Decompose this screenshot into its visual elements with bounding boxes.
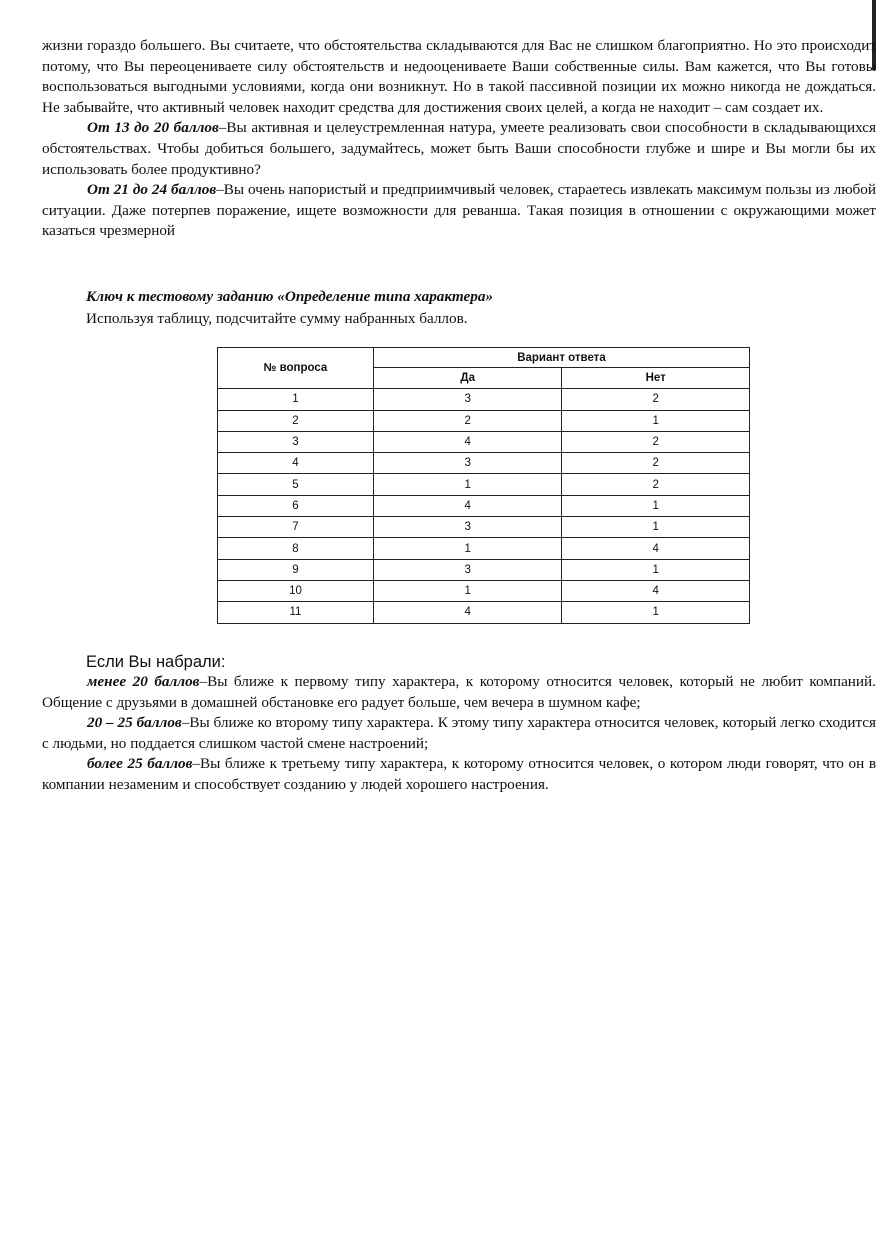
yes-score-cell: 1 xyxy=(373,580,562,601)
result-description: –Вы ближе ко второму типу характера. К этому типу характера относится человек, который легко сходится с людьми, но поддается слишком частой смене настроений; xyxy=(42,714,876,752)
result-more-25 xyxy=(42,754,876,795)
no-score-cell: 1 xyxy=(562,517,750,538)
table-row xyxy=(218,538,750,559)
yes-score-cell: 4 xyxy=(373,495,562,516)
no-score-cell: 2 xyxy=(562,389,750,410)
key-instruction: Используя таблицу, подсчитайте сумму набранных баллов. xyxy=(86,310,468,327)
yes-score-cell: 4 xyxy=(373,431,562,452)
no-score-cell: 2 xyxy=(562,431,750,452)
table-row xyxy=(218,389,750,410)
column-header-answer: Вариант ответа xyxy=(373,348,749,368)
result-label: более 25 баллов xyxy=(87,755,193,773)
question-number-cell: 10 xyxy=(218,580,374,601)
question-number-cell: 4 xyxy=(218,453,374,474)
column-header-yes: Да xyxy=(373,368,562,389)
yes-score-cell: 1 xyxy=(373,474,562,495)
no-score-cell: 4 xyxy=(562,538,750,559)
score-description: –Вы очень напористый и предприимчивый человек, стараетесь извлекать максимум пользы из любой ситуации. Даже потерпев поражение, ищете возможности для реванша. Такая позиция в отношении с окружающими может казаться чрезмерной xyxy=(42,181,876,240)
question-number-cell: 1 xyxy=(218,389,374,410)
table-row xyxy=(218,602,750,623)
column-header-no: Нет xyxy=(562,368,750,389)
no-score-cell: 4 xyxy=(562,580,750,601)
column-header-question: № вопроса xyxy=(218,348,374,389)
intro-paragraph: жизни гораздо большего. Вы считаете, что обстоятельства складываются для Вас не слишком благоприятно. Но это происходит потому, что Вы переоцениваете силу обстоятельств и недооцениваете Ваши собственные силы. Вам кажется, что Вы готовы воспользоваться выгодными условиями, когда они возникнут. Но в такой пассивной позиции их можно никогда не дождаться. Не забывайте, что активный человек находит средства для достижения своих целей, а когда не находит – сам создает их. xyxy=(42,37,876,116)
score-label: От 13 до 20 баллов xyxy=(87,119,219,137)
no-score-cell: 1 xyxy=(562,495,750,516)
yes-score-cell: 3 xyxy=(373,559,562,580)
table-row xyxy=(218,559,750,580)
yes-score-cell: 3 xyxy=(373,453,562,474)
table-row xyxy=(218,517,750,538)
yes-score-cell: 1 xyxy=(373,538,562,559)
score-key-table xyxy=(217,347,750,624)
yes-score-cell: 3 xyxy=(373,517,562,538)
intro-section xyxy=(42,36,876,242)
result-less-20 xyxy=(42,672,876,713)
table-row xyxy=(218,495,750,516)
result-20-25 xyxy=(42,713,876,754)
score-description: –Вы активная и целеустремленная натура, умеете реализовать свои способности в складывающихся обстоятельствах. Чтобы добиться большего, задумайтесь, может быть Ваши способности глубже и шире и Вы могли бы их использовать более продуктивно? xyxy=(42,119,876,178)
table-row xyxy=(218,431,750,452)
result-label: 20 – 25 баллов xyxy=(87,714,182,732)
result-label: менее 20 баллов xyxy=(87,673,200,690)
no-score-cell: 1 xyxy=(562,410,750,431)
table-row xyxy=(218,410,750,431)
result-description: –Вы ближе к третьему типу характера, к которому относится человек, о котором люди говорят, что он в компании незаменим и способствует созданию у людей хорошего настроения. xyxy=(42,755,876,793)
no-score-cell: 1 xyxy=(562,559,750,580)
yes-score-cell: 2 xyxy=(373,410,562,431)
table-row xyxy=(218,580,750,601)
question-number-cell: 5 xyxy=(218,474,374,495)
yes-score-cell: 4 xyxy=(373,602,562,623)
no-score-cell: 2 xyxy=(562,453,750,474)
key-heading: Ключ к тестовому заданию «Определение типа характера» xyxy=(86,288,494,305)
results-section xyxy=(42,672,876,796)
table-row xyxy=(218,474,750,495)
score-range-13-20 xyxy=(42,118,876,180)
score-range-21-24 xyxy=(42,180,876,242)
question-number-cell: 6 xyxy=(218,495,374,516)
question-number-cell: 11 xyxy=(218,602,374,623)
question-number-cell: 8 xyxy=(218,538,374,559)
no-score-cell: 2 xyxy=(562,474,750,495)
question-number-cell: 3 xyxy=(218,431,374,452)
score-label: От 21 до 24 баллов xyxy=(87,181,217,199)
table-row xyxy=(218,453,750,474)
yes-score-cell: 3 xyxy=(373,389,562,410)
question-number-cell: 2 xyxy=(218,410,374,431)
result-description: –Вы ближе к первому типу характера, к которому относится человек, который не любит компаний. Общение с друзьями в домашней обстановке его радует больше, чем вечера в шумном кафе; xyxy=(42,673,876,711)
results-heading: Если Вы набрали: xyxy=(86,653,226,671)
question-number-cell: 9 xyxy=(218,559,374,580)
no-score-cell: 1 xyxy=(562,602,750,623)
question-number-cell: 7 xyxy=(218,517,374,538)
